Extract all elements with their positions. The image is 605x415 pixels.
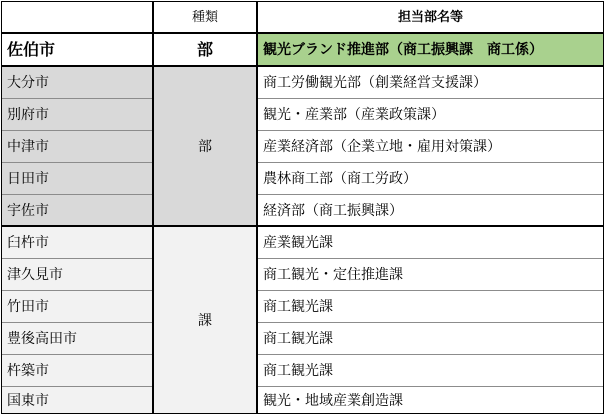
table-border-right xyxy=(603,1,604,414)
department-table xyxy=(1,1,604,414)
column-divider xyxy=(152,1,154,414)
row-divider xyxy=(1,162,153,163)
saiki-city-cell: 佐伯市 xyxy=(7,40,56,59)
ka-city-cell: 国東市 xyxy=(1,387,153,414)
table-border-top xyxy=(1,1,604,2)
ka-city-cell: 杵築市 xyxy=(1,355,153,386)
row-divider xyxy=(1,130,153,131)
bu-city-cell: 中津市 xyxy=(1,131,153,162)
bu-dept-cell: 産業経済部（企業立地・雇用対策課） xyxy=(263,138,501,155)
section-divider xyxy=(1,225,604,227)
row-divider xyxy=(257,322,604,323)
ka-city-cell: 竹田市 xyxy=(1,291,153,322)
bu-city-cell: 別府市 xyxy=(1,99,153,130)
ka-city-cell: 津久見市 xyxy=(1,259,153,290)
row-divider xyxy=(257,290,604,291)
bu-dept-cell: 経済部（商工振興課） xyxy=(263,202,403,219)
ka-dept-cell: 商工観光課 xyxy=(263,330,333,347)
row-divider xyxy=(1,354,153,355)
ka-dept-cell: 観光・地域産業創造課 xyxy=(263,392,403,409)
ka-city-cell: 豊後高田市 xyxy=(1,323,153,354)
ka-dept-cell: 商工観光課 xyxy=(263,298,333,315)
row-divider xyxy=(1,194,153,195)
row-divider xyxy=(257,130,604,131)
ka-dept-cell: 商工観光・定住推進課 xyxy=(263,266,403,283)
header-divider xyxy=(1,32,604,34)
ka-dept-cell: 産業観光課 xyxy=(263,234,333,251)
row-divider xyxy=(1,258,153,259)
ka-city-cell: 臼杵市 xyxy=(1,227,153,258)
row-divider xyxy=(1,98,153,99)
header-type-cell: 種類 xyxy=(191,9,218,25)
column-divider xyxy=(256,1,258,414)
bu-city-cell: 大分市 xyxy=(1,67,153,98)
row-divider xyxy=(257,162,604,163)
header-dept-cell: 担当部名等 xyxy=(397,9,463,25)
bu-dept-cell: 観光・産業部（産業政策課） xyxy=(263,106,445,123)
section-divider xyxy=(1,65,604,67)
ka-type-cell: 課 xyxy=(153,227,257,414)
row-divider xyxy=(257,354,604,355)
row-divider xyxy=(1,386,153,387)
bu-dept-cell: 商工労働観光部（創業経営支援課） xyxy=(263,74,487,91)
row-divider xyxy=(257,258,604,259)
table-border-left xyxy=(1,1,2,414)
row-divider xyxy=(257,194,604,195)
ka-dept-cell: 商工観光課 xyxy=(263,362,333,379)
bu-city-cell: 宇佐市 xyxy=(1,195,153,226)
header-city-cell xyxy=(1,1,153,33)
row-divider xyxy=(1,322,153,323)
row-divider xyxy=(257,98,604,99)
row-divider xyxy=(1,290,153,291)
saiki-dept-cell: 観光ブランド推進部（商工振興課 商工係） xyxy=(257,34,604,66)
bu-type-cell: 部 xyxy=(153,67,257,226)
bu-dept-cell: 農林商工部（商工労政） xyxy=(263,170,417,187)
row-divider xyxy=(257,386,604,387)
table-border-bottom xyxy=(1,413,604,414)
bu-city-cell: 日田市 xyxy=(1,163,153,194)
saiki-type-cell: 部 xyxy=(196,40,213,59)
